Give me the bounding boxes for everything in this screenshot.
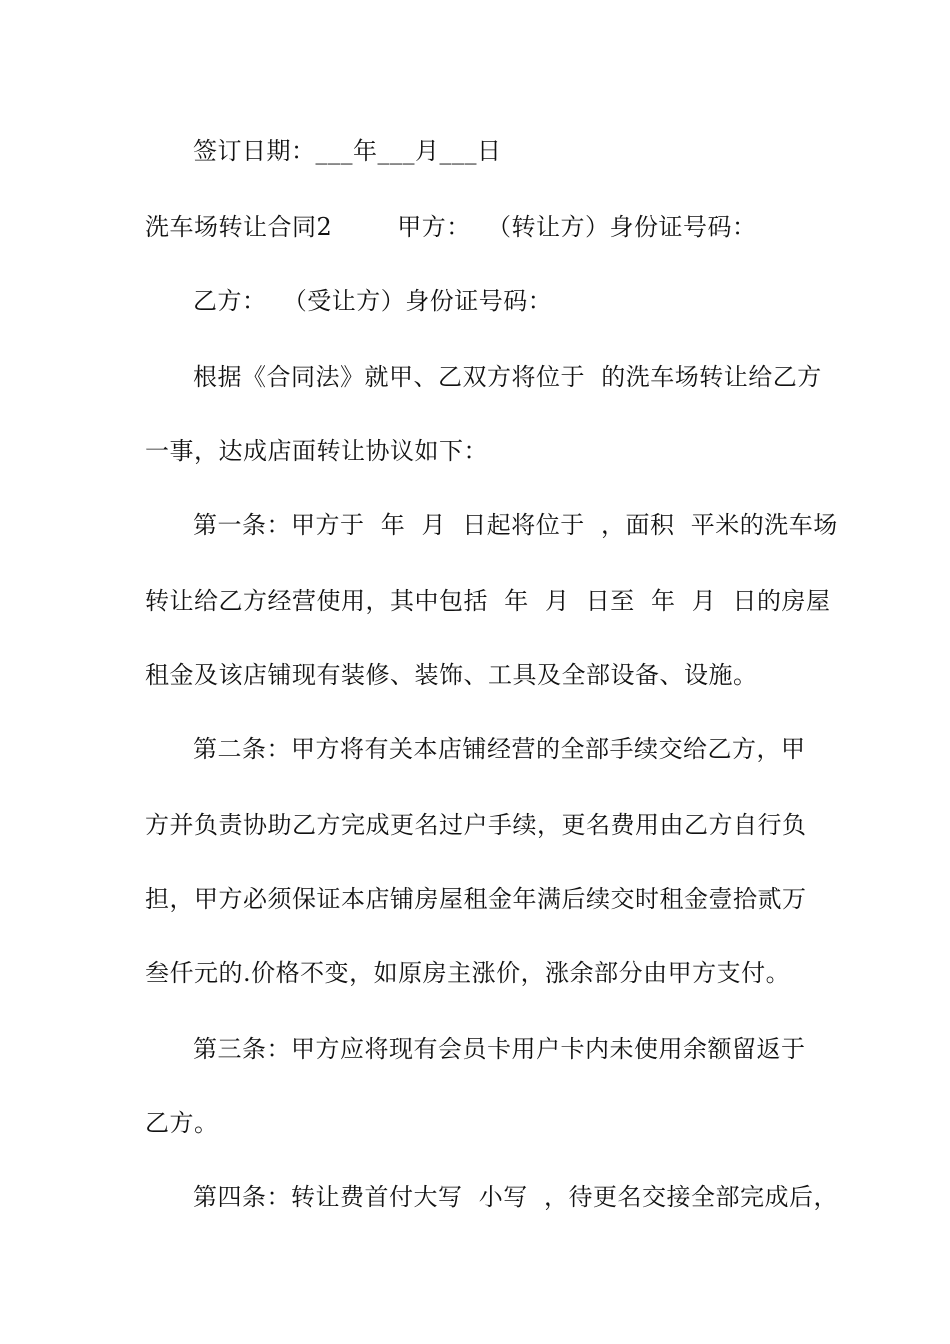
article-2-line-3: 担，甲方必须保证本店铺房屋租金年满后续交时租金壹拾贰万 <box>145 885 807 913</box>
party-b-line: 乙方： （受让方）身份证号码： <box>193 287 553 315</box>
preamble-line-2: 一事，达成店面转让协议如下： <box>145 437 488 465</box>
contract-title-party-a-line: 洗车场转让合同2 甲方： （转让方）身份证号码： <box>145 213 757 241</box>
article-3-line-1: 第三条：甲方应将现有会员卡用户卡内未使用余额留返于 <box>193 1035 806 1063</box>
article-2-line-2: 方并负责协助乙方完成更名过户手续，更名费用由乙方自行负 <box>145 811 807 839</box>
article-3-line-2: 乙方。 <box>145 1109 219 1137</box>
article-1-line-1: 第一条：甲方于 年 月 日起将位于 ，面积 平米的洗车场 <box>193 511 838 539</box>
article-4-line-1: 第四条：转让费首付大写 小写 ，待更名交接全部完成后， <box>193 1183 839 1211</box>
article-1-line-3: 租金及该店铺现有装修、装饰、工具及全部设备、设施。 <box>145 661 758 689</box>
article-2-line-1: 第二条：甲方将有关本店铺经营的全部手续交给乙方，甲 <box>193 735 806 763</box>
article-2-line-4: 叁仟元的.价格不变，如原房主涨价，涨余部分由甲方支付。 <box>145 959 791 987</box>
preamble-line-1: 根据《合同法》就甲、乙双方将位于 的洗车场转让给乙方 <box>193 363 822 391</box>
signing-date-line: 签订日期：___年___月___日 <box>193 137 502 165</box>
article-1-line-2: 转让给乙方经营使用，其中包括 年 月 日至 年 月 日的房屋 <box>145 587 831 615</box>
